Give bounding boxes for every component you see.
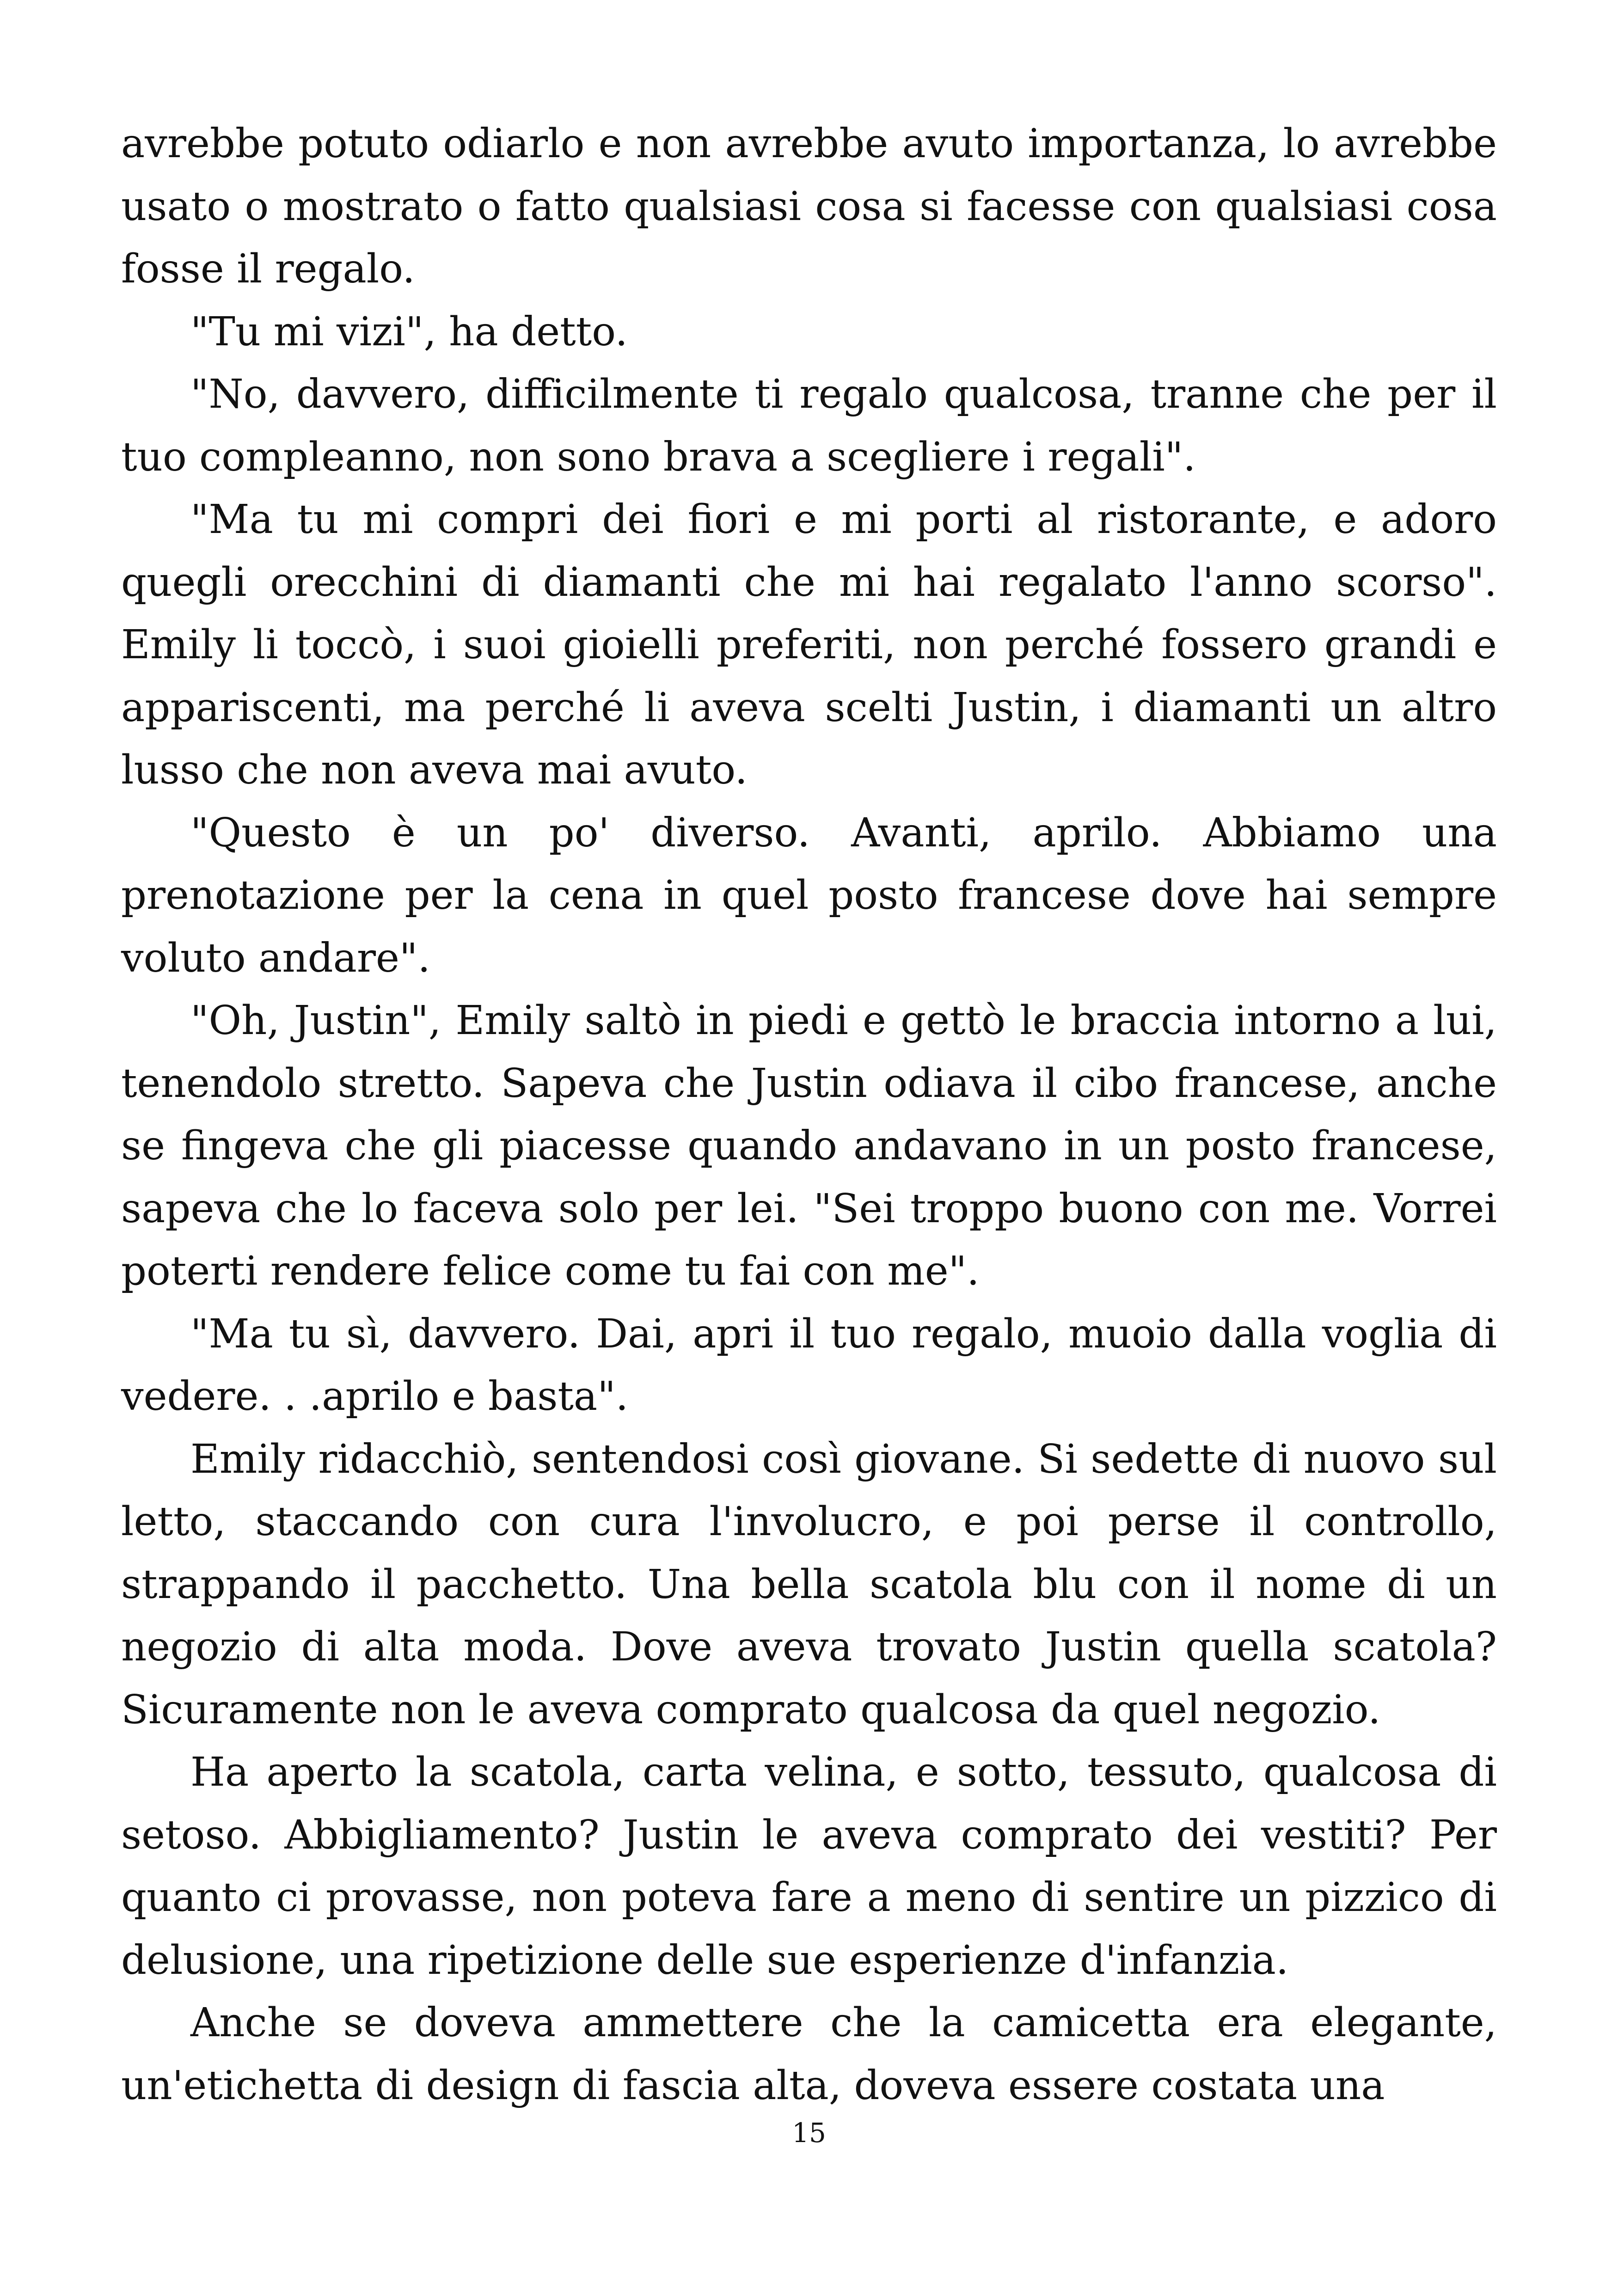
page-number: 15 <box>792 2117 826 2149</box>
paragraph: "Ma tu sì, davvero. Dai, apri il tuo regalo, muoio dalla voglia di vedere. . .aprilo e basta". <box>121 1310 1497 1420</box>
paragraph: "Questo è un po' diverso. Avanti, aprilo. Abbiamo una prenotazione per la cena in quel posto francese dove hai sempre voluto andare". <box>121 809 1497 981</box>
paragraph: "Ma tu mi compri dei fiori e mi porti al ristorante, e adoro quegli orecchini di diamanti che mi hai regalato l'anno scorso". Emily li toccò, i suoi gioielli preferiti, non perché fossero grandi e appariscenti, ma perché li aveva scelti Justin, i diamanti un altro lusso che non aveva mai avuto. <box>121 496 1497 793</box>
paragraph: "Oh, Justin", Emily saltò in piedi e gettò le braccia intorno a lui, tenendolo stretto. Sapeva che Justin odiava il cibo francese, anche se fingeva che gli piacesse quando andavano in un posto francese, sapeva che lo faceva solo per lei. "Sei troppo buono con me. Vorrei poterti rendere felice come tu fai con me". <box>121 998 1497 1294</box>
paragraph-continuation: avrebbe potuto odiarlo e non avrebbe avuto importanza, lo avrebbe usato o mostrato o fatto qualsiasi cosa si facesse con qualsiasi cosa fosse il regalo. <box>121 121 1497 292</box>
paragraph: Emily ridacchiò, sentendosi così giovane. Si sedette di nuovo sul letto, staccando con cura l'involucro, e poi perse il controllo, strappando il pacchetto. Una bella scatola blu con il nome di un negozio di alta moda. Dove aveva trovato Justin quella scatola? Sicuramente non le aveva comprato qualcosa da quel negozio. <box>121 1436 1497 1733</box>
paragraph: Anche se doveva ammettere che la camicetta era elegante, un'etichetta di design di fascia alta, doveva essere costata una <box>121 2000 1497 2109</box>
paragraph: "Tu mi vizi", ha detto. <box>190 308 628 355</box>
body-text <box>121 113 1497 2117</box>
paragraph: Ha aperto la scatola, carta velina, e sotto, tessuto, qualcosa di setoso. Abbigliamento? Justin le aveva comprato dei vestiti? Per quanto ci provasse, non poteva fare a meno di sentire un pizzico di delusione, una ripetizione delle sue esperienze d'infanzia. <box>121 1749 1497 1984</box>
paragraph: "No, davvero, difficilmente ti regalo qualcosa, tranne che per il tuo compleanno, non sono brava a scegliere i regali". <box>121 371 1497 480</box>
